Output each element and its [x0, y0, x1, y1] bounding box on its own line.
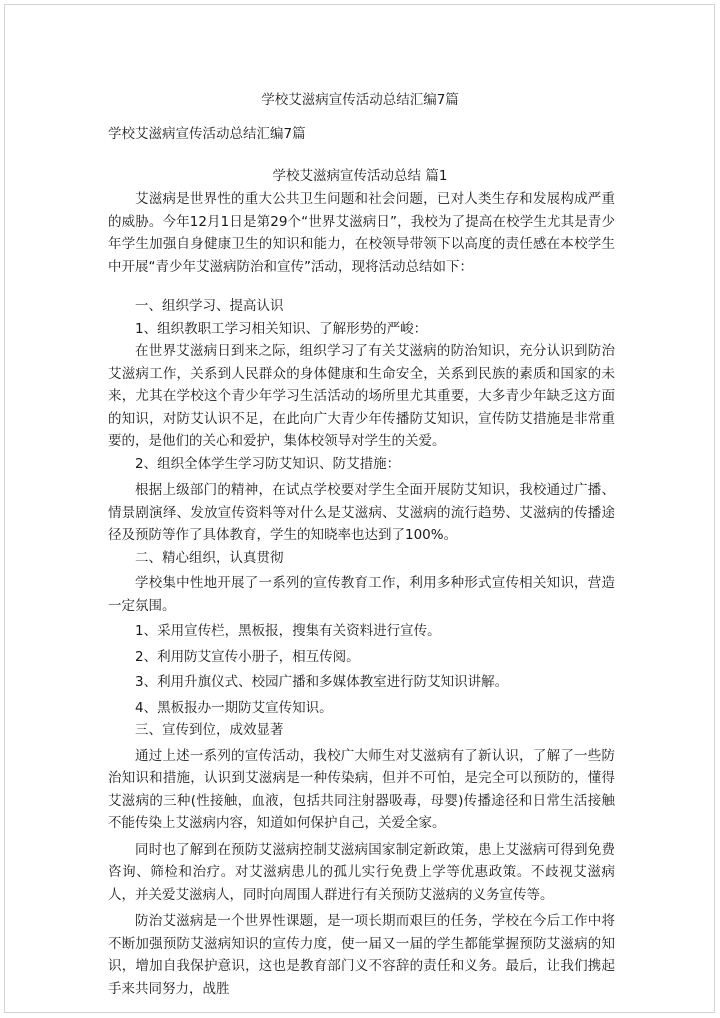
document-subtitle: 学校艾滋病宣传活动总结汇编7篇: [108, 126, 306, 142]
list-item-1: 1、采用宣传栏，黑板报，搜集有关资料进行宣传。: [135, 623, 441, 639]
list-item-4: 4、黑板报办一期防艾宣传知识。: [135, 699, 333, 716]
subheading-staff-study: 1、组织教职工学习相关知识、了解形势的严峻：: [135, 320, 428, 337]
intro-paragraph: 艾滋病是世界性的重大公共卫生问题和社会问题，已对人类生存和发展构成严重的威胁。今年12月1日是第29个“世界艾滋病日”，我校为了提高在校学生尤其是青少年学生加强自身健康卫生的知识和能力，在校领导带领下以高度的责任感在本校学生中开展“青少年艾滋病防治和宣传”活动，现将活动总结如下：: [108, 191, 615, 275]
paragraph-student-study: 根据上级部门的精神，在试点学校要对学生全面开展防艾知识，我校通过广播、情景剧演绎、发放宣传资料等对什么是艾滋病、艾滋病的流行趋势、艾滋病的传播途径及预防等作了具体教育，学生的知晓率也达到了100%。: [108, 482, 615, 543]
paragraph-careful-organize: 学校集中性地开展了一系列的宣传教育工作，利用多种形式宣传相关知识，营造一定氛围。: [108, 575, 615, 614]
paragraph-conclusion: 防治艾滋病是一个世界性课题，是一项长期而艰巨的任务，学校在今后工作中将不断加强预防艾滋病知识的宣传力度，使一届又一届的学生都能掌握预防艾滋病的知识，增加自我保护意识，这也是教育部门义不容辞的责任和义务。最后，让我们携起手来共同努力，战胜: [108, 913, 615, 997]
paragraph-results-1: 通过上述一系列的宣传活动，我校广大师生对艾滋病有了新认识，了解了一些防治知识和措施，认识到艾滋病是一种传染病，但并不可怕，是完全可以预防的，懂得艾滋病的三种(性接触，血液，包括共同注射器吸毒，母婴)传播途径和日常生活接触不能传染上艾滋病内容，知道如何保护自己，关爱全家。: [108, 747, 615, 831]
document-body: [108, 188, 615, 1000]
list-item-3: 3、利用升旗仪式、校园广播和多媒体教室进行防艾知识讲解。: [135, 674, 509, 690]
subheading-student-study: 2、组织全体学生学习防艾知识、防艾措施：: [135, 455, 401, 472]
heading-organize-study: 一、组织学习、提高认识: [135, 298, 284, 314]
section-heading: 学校艾滋病宣传活动总结 篇1: [272, 168, 448, 184]
heading-careful-organize: 二、精心组织，认真贯彻: [135, 549, 284, 566]
document-title: 学校艾滋病宣传活动总结汇编7篇: [261, 92, 459, 108]
list-item-2: 2、利用防艾宣传小册子，相互传阅。: [135, 648, 360, 665]
paragraph-staff-study: 在世界艾滋病日到来之际，组织学习了有关艾滋病的防治知识，充分认识到防治艾滋病工作，关系到人民群众的身体健康和生命安全，关系到民族的素质和国家的未来，尤其在学校这个青少年学习生活活动的场所里尤其重要，大多青少年缺乏这方面的知识，对防艾认识不足，在此向广大青少年传播防艾知识，宣传防艾措施是非常重要的，是他们的关心和爱护，集体校领导对学生的关爱。: [108, 343, 615, 449]
heading-results: 三、宣传到位，成效显著: [135, 722, 284, 738]
blank-line: [108, 278, 615, 295]
paragraph-results-2: 同时也了解到在预防艾滋病控制艾滋病国家制定新政策，患上艾滋病可得到免费咨询、筛检和治疗。对艾滋病患儿的孤儿实行免费上学等优惠政策。不歧视艾滋病人，并关爱艾滋病人，同时向周围人群进行有关预防艾滋病的义务宣传等。: [108, 841, 615, 903]
